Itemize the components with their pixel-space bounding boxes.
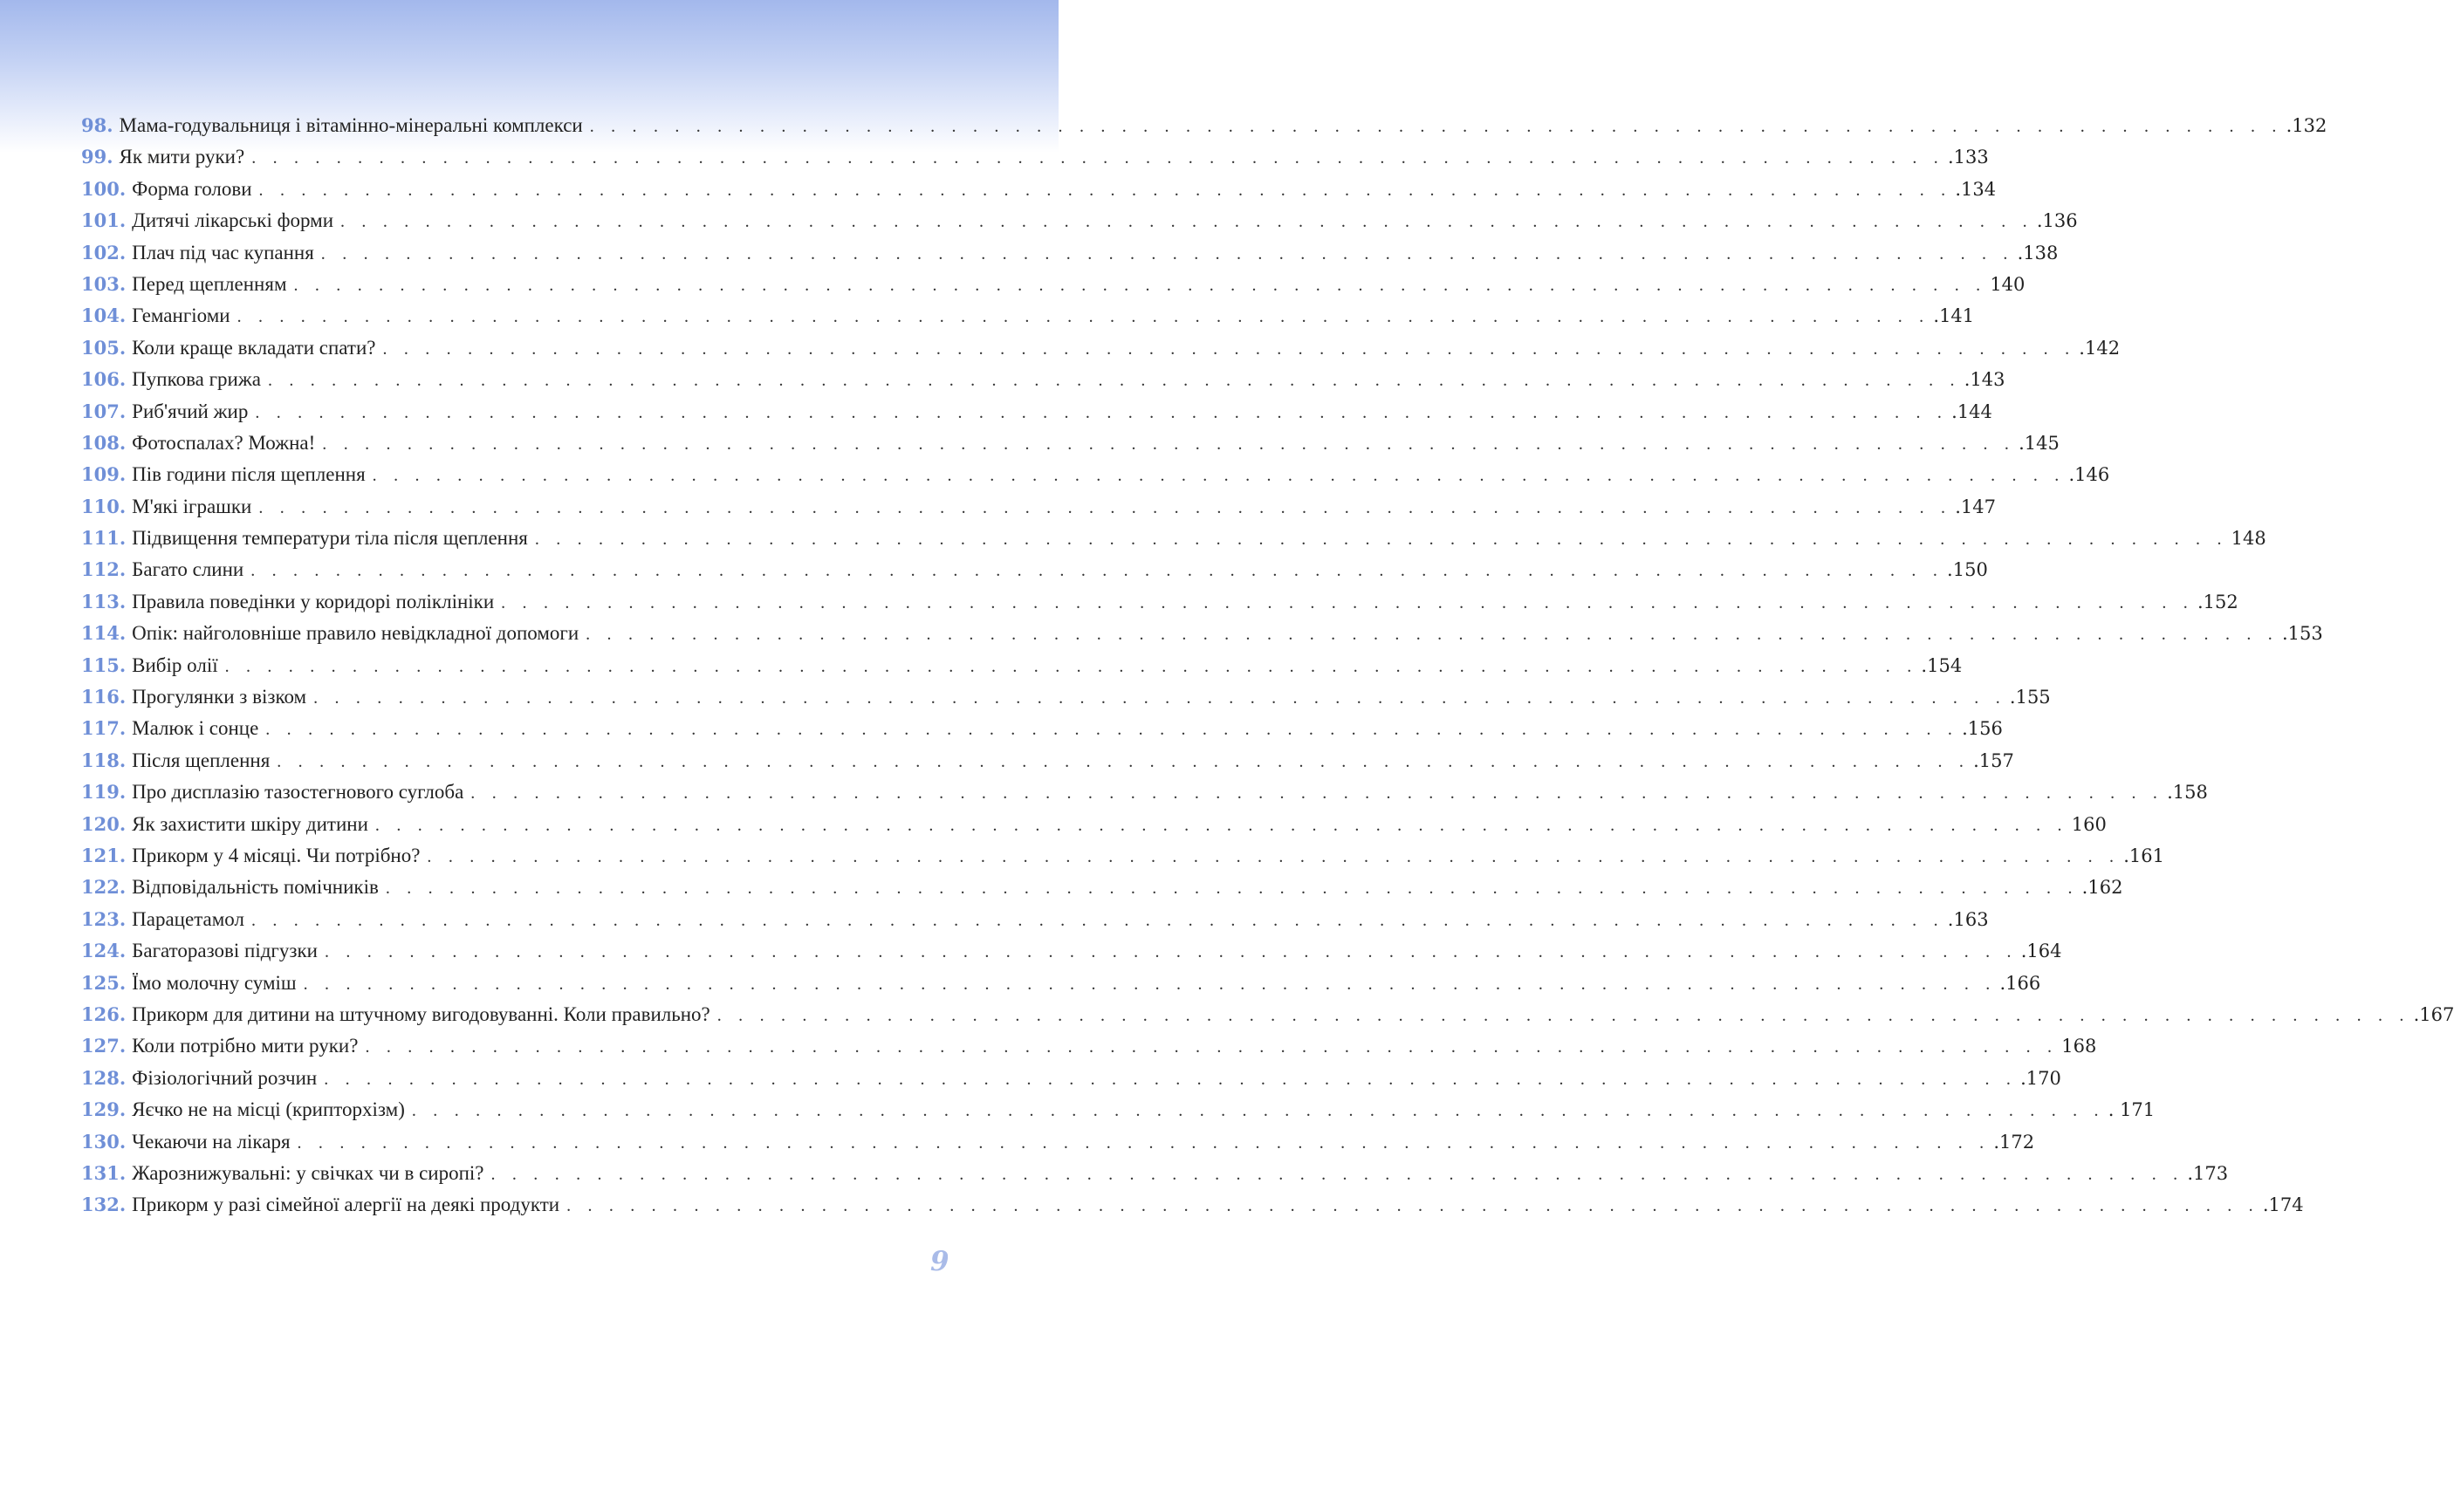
toc-entry-page: .144 <box>1951 400 1992 422</box>
toc-entry-page: .155 <box>2009 687 2051 708</box>
toc-entry-page: .136 <box>2036 210 2078 232</box>
dot-leader: . . . . . . . . . . . . . . . . . . . . . . . . . . . . . . . . . . . . . . . . . . . . . . . . . . . . . . . . . . . . . . . . . . . . . . . . . . . . . . . . <box>324 942 2018 962</box>
page-number: 9 <box>930 1246 949 1277</box>
toc-entry-title: Про дисплазію тазостегнового суглоба <box>132 781 464 804</box>
toc-entry-number: 108. <box>81 431 127 454</box>
toc-entry[interactable] <box>81 650 1963 681</box>
toc-entry[interactable] <box>81 491 1996 523</box>
toc-entry-title: Риб'ячий жир <box>132 400 249 422</box>
dot-leader: . . . . . . . . . . . . . . . . . . . . . . . . . . . . . . . . . . . . . . . . . . . . . . . . . . . . . . . . . . . . . . . . . . . . . . . . . . . . . . . . <box>303 974 1997 994</box>
toc-entry[interactable] <box>81 713 2003 744</box>
toc-entry-number: 107. <box>81 400 127 422</box>
toc-entry-page: .170 <box>2020 1067 2061 1089</box>
toc-entry-page: .138 <box>2017 242 2059 263</box>
toc-entry-page: .157 <box>1973 749 2014 771</box>
toc-entry-page: .142 <box>2079 337 2121 359</box>
dot-leader: . . . . . . . . . . . . . . . . . . . . . . . . . . . . . . . . . . . . . . . . . . . . . . . . . . . . . . . . . . . . . . . . . . . . . . . . . . . . . . . . <box>250 561 1944 581</box>
toc-entry-number: 103. <box>81 272 127 295</box>
toc-entry[interactable] <box>81 141 1989 173</box>
dot-leader: . . . . . . . . . . . . . . . . . . . . . . . . . . . . . . . . . . . . . . . . . . . . . . . . . . . . . . . . . . . . . . . . . . . . . . . . . . . . . . . . <box>324 1069 2018 1089</box>
toc-entry[interactable] <box>81 1158 2229 1189</box>
toc-entry[interactable] <box>81 1063 2061 1094</box>
toc-entry[interactable] <box>81 110 2327 141</box>
toc-entry[interactable] <box>81 269 2026 300</box>
toc-entry-title: Підвищення температури тіла після щеплення <box>132 527 528 550</box>
toc-entry-title: Прогулянки з візком <box>132 686 307 708</box>
toc-entry-page: 140 <box>1990 273 2026 295</box>
toc-entry[interactable] <box>81 428 2060 459</box>
toc-entry-title: Малюк і сонце <box>132 717 259 740</box>
dot-leader: . . . . . . . . . . . . . . . . . . . . . . . . . . . . . . . . . . . . . . . . . . . . . . . . . . . . . . . . . . . . . . . . . . . . . . . . . . . . . . . . <box>297 1132 1991 1153</box>
toc-entry-number: 127. <box>81 1035 127 1057</box>
toc-entry-title: Плач під час купання <box>132 241 314 263</box>
toc-entry-number: 131. <box>81 1161 127 1184</box>
toc-entry-number: 120. <box>81 812 127 835</box>
dot-leader: . . . . . . . . . . . . . . . . . . . . . . . . . . . . . . . . . . . . . . . . . . . . . . . . . . . . . . . . . . . . . . . . . . . . . . . . . . . . . . . . <box>320 243 2014 263</box>
dot-leader: . . . . . . . . . . . . . . . . . . . . . . . . . . . . . . . . . . . . . . . . . . . . . . . . . . . . . . . . . . . . . . . . . . . . . . . . . . . . . . . . <box>251 148 1944 168</box>
toc-entry-title: Прикорм у разі сімейної алергії на деякі продукти <box>132 1194 560 1216</box>
dot-leader: . . . . . . . . . . . . . . . . . . . . . . . . . . . . . . . . . . . . . . . . . . . . . . . . . . . . . . . . . . . . . . . . . . . . . . . . . . . . . . . . <box>293 275 1987 295</box>
toc-entry-title: Форма голови <box>132 177 252 200</box>
toc-entry[interactable] <box>81 205 2078 236</box>
toc-entry-page: .145 <box>2019 432 2060 454</box>
toc-entry-number: 125. <box>81 971 127 994</box>
toc-entry-title: Гемангіоми <box>132 304 230 327</box>
toc-entry-title: Фотоспалах? Можна! <box>132 431 316 454</box>
dot-leader: . . . . . . . . . . . . . . . . . . . . . . . . . . . . . . . . . . . . . . . . . . . . . . . . . . . . . . . . . . . . . . . . . . . . . . . . . . . . . . . . <box>427 846 2121 866</box>
toc-entry-title: Мама-годувальниця і вітамінно-мінеральні комплекси <box>119 114 583 136</box>
toc-entry[interactable] <box>81 1189 2304 1221</box>
toc-entry-title: Чекаючи на лікаря <box>132 1130 291 1153</box>
dot-leader: . . . . . . . . . . . . . . . . . . . . . . . . . . . . . . . . . . . . . . . . . . . . . . . . . . . . . . . . . . . . . . . . . . . . . . . . . . . . . . . . <box>265 720 1959 740</box>
toc-entry-number: 128. <box>81 1066 127 1089</box>
toc-entry[interactable] <box>81 777 2208 808</box>
toc-entry-number: 101. <box>81 209 127 232</box>
dot-leader: . . . . . . . . . . . . . . . . . . . . . . . . . . . . . . . . . . . . . . . . . . . . . . . . . . . . . . . . . . . . . . . . . . . . . . . . . . . . . . . . <box>566 1196 2259 1216</box>
dot-leader: . . . . . . . . . . . . . . . . . . . . . . . . . . . . . . . . . . . . . . . . . . . . . . . . . . . . . . . . . . . . . . . . . . . . . . . . . . . . . . . . <box>267 371 1961 391</box>
toc-entry-title: Їмо молочну суміш <box>132 971 297 994</box>
dot-leader: . . . . . . . . . . . . . . . . . . . . . . . . . . . . . . . . . . . . . . . . . . . . . . . . . . . . . . . . . . . . . . . . . . . . . . . . . . . . . . . . <box>322 434 2016 454</box>
toc-entry-page: .153 <box>2281 623 2323 645</box>
dot-leader: . . . . . . . . . . . . . . . . . . . . . . . . . . . . . . . . . . . . . . . . . . . . . . . . . . . . . . . . . . . . . . . . . . . . . . . . . . . . . . . . <box>340 212 2033 232</box>
toc-entry-number: 122. <box>81 876 127 899</box>
toc-entry-page: .164 <box>2020 941 2062 962</box>
toc-entry-number: 111. <box>81 527 127 550</box>
toc-entry-title: Яєчко не на місці (крипторхізм) <box>132 1098 405 1121</box>
toc-entry-page: .156 <box>1962 718 2003 740</box>
toc-entry-title: Як захистити шкіру дитини <box>132 812 368 835</box>
toc-entry-title: Парацетамол <box>132 907 244 930</box>
toc-entry-title: Коли краще вкладати спати? <box>132 336 376 359</box>
toc-entry-title: Дитячі лікарські форми <box>132 209 334 232</box>
toc-entry[interactable] <box>81 396 1992 428</box>
toc-entry-number: 105. <box>81 336 127 359</box>
toc-entry-page: 160 <box>2071 813 2107 835</box>
toc-entry[interactable] <box>81 872 2123 903</box>
toc-entry-number: 116. <box>81 686 127 708</box>
toc-entry-title: Як мити руки? <box>119 146 245 168</box>
toc-entry[interactable] <box>81 1094 2156 1125</box>
dot-leader: . . . . . . . . . . . . . . . . . . . . . . . . . . . . . . . . . . . . . . . . . . . . . . . . . . . . . . . . . . . . . . . . . . . . . . . . . . . . . . . . <box>236 307 1930 327</box>
dot-leader: . . . . . . . . . . . . . . . . . . . . . . . . . . . . . . . . . . . . . . . . . . . . . . . . . . . . . . . . . . . . . . . . . . . . . . . . . . . . . . . . <box>411 1101 2105 1121</box>
toc-entry-page: .173 <box>2187 1162 2229 1184</box>
toc-entry-page: .134 <box>1955 178 1997 200</box>
toc-entry-number: 118. <box>81 749 127 771</box>
toc-entry-title: Вибір олії <box>132 653 218 676</box>
toc-entry-page: .158 <box>2167 782 2208 804</box>
toc-entry-number: 129. <box>81 1098 127 1121</box>
toc-entry[interactable] <box>81 523 2266 554</box>
toc-entry-number: 117. <box>81 717 127 740</box>
toc-entry-page: .174 <box>2262 1194 2304 1216</box>
dot-leader: . . . . . . . . . . . . . . . . . . . . . . . . . . . . . . . . . . . . . . . . . . . . . . . . . . . . . . . . . . . . . . . . . . . . . . . . . . . . . . . . <box>586 625 2279 645</box>
toc-entry[interactable] <box>81 968 2041 999</box>
toc-entry-title: Багаторазові підгузки <box>132 940 318 962</box>
toc-entry-number: 132. <box>81 1194 127 1216</box>
toc-entry-number: 109. <box>81 463 127 486</box>
toc-entry-page: 148 <box>2231 528 2266 550</box>
toc-entry-number: 126. <box>81 1002 127 1025</box>
toc-entry-page: .147 <box>1955 496 1996 517</box>
toc-entry-page: 168 <box>2061 1036 2097 1057</box>
dot-leader: . . . . . . . . . . . . . . . . . . . . . . . . . . . . . . . . . . . . . . . . . . . . . . . . . . . . . . . . . . . . . . . . . . . . . . . . . . . . . . . . <box>224 656 1918 676</box>
dot-leader: . . . . . . . . . . . . . . . . . . . . . . . . . . . . . . . . . . . . . . . . . . . . . . . . . . . . . . . . . . . . . . . . . . . . . . . . . . . . . . . . <box>258 497 1952 517</box>
dot-leader: . . . . . . . . . . . . . . . . . . . . . . . . . . . . . . . . . . . . . . . . . . . . . . . . . . . . . . . . . . . . . . . . . . . . . . . . . . . . . . . . <box>501 592 2194 612</box>
dot-leader: . . . . . . . . . . . . . . . . . . . . . . . . . . . . . . . . . . . . . . . . . . . . . . . . . . . . . . . . . . . . . . . . . . . . . . . . . . . . . . . . <box>255 402 1949 422</box>
toc-entry-page: .154 <box>1921 654 1963 676</box>
toc-entry-page: . 171 <box>2108 1099 2156 1121</box>
toc-entry[interactable] <box>81 237 2059 269</box>
toc-entry-number: 104. <box>81 304 127 327</box>
toc-entry-page: .150 <box>1947 559 1988 581</box>
dot-leader: . . . . . . . . . . . . . . . . . . . . . . . . . . . . . . . . . . . . . . . . . . . . . . . . . . . . . . . . . . . . . . . . . . . . . . . . . . . . . . . . <box>382 339 2076 359</box>
toc-entry-page: .146 <box>2068 464 2110 486</box>
toc-entry[interactable] <box>81 1030 2097 1062</box>
toc-entry-title: Перед щепленням <box>132 272 287 295</box>
toc-entry-title: Фізіологічний розчин <box>132 1066 318 1089</box>
dot-leader: . . . . . . . . . . . . . . . . . . . . . . . . . . . . . . . . . . . . . . . . . . . . . . . . . . . . . . . . . . . . . . . . . . . . . . . . . . . . . . . . <box>716 1005 2410 1025</box>
toc-entry[interactable] <box>81 745 2014 777</box>
toc-entry-title: Прикорм для дитини на штучному вигодовуванні. Коли правильно? <box>132 1002 710 1025</box>
toc-entry-title: Пів години після щеплення <box>132 463 366 486</box>
toc-entry-page: .167 <box>2413 1003 2454 1025</box>
toc-entry-page: .132 <box>2286 115 2327 136</box>
toc-entry-title: Пупкова грижа <box>132 368 261 391</box>
dot-leader: . . . . . . . . . . . . . . . . . . . . . . . . . . . . . . . . . . . . . . . . . . . . . . . . . . . . . . . . . . . . . . . . . . . . . . . . . . . . . . . . <box>277 751 1971 771</box>
toc-entry-page: .163 <box>1947 908 1989 930</box>
toc-entry[interactable] <box>81 174 1997 205</box>
toc-entry[interactable] <box>81 935 2062 967</box>
toc-entry-title: Опік: найголовніше правило невідкладної допомоги <box>132 622 579 645</box>
dot-leader: . . . . . . . . . . . . . . . . . . . . . . . . . . . . . . . . . . . . . . . . . . . . . . . . . . . . . . . . . . . . . . . . . . . . . . . . . . . . . . . . <box>589 117 2283 136</box>
toc-entry-title: Коли потрібно мити руки? <box>132 1035 359 1057</box>
toc-entry-number: 102. <box>81 241 127 263</box>
toc-entry-title: Правила поведінки у коридорі поліклініки <box>132 590 495 612</box>
toc-entry-title: Після щеплення <box>132 749 271 771</box>
toc-entry[interactable] <box>81 1126 2035 1158</box>
toc-entry-number: 113. <box>81 590 127 612</box>
toc-entry-page: .152 <box>2197 591 2238 612</box>
toc-entry-page: .162 <box>2081 877 2123 899</box>
toc-entry-number: 112. <box>81 558 127 581</box>
dot-leader: . . . . . . . . . . . . . . . . . . . . . . . . . . . . . . . . . . . . . . . . . . . . . . . . . . . . . . . . . . . . . . . . . . . . . . . . . . . . . . . . <box>250 910 1944 930</box>
toc-entry[interactable] <box>81 364 2005 395</box>
dot-leader: . . . . . . . . . . . . . . . . . . . . . . . . . . . . . . . . . . . . . . . . . . . . . . . . . . . . . . . . . . . . . . . . . . . . . . . . . . . . . . . . <box>313 688 2006 708</box>
toc-entry-number: 100. <box>81 177 127 200</box>
toc-entry-number: 130. <box>81 1130 127 1153</box>
table-of-contents <box>81 110 2454 1221</box>
dot-leader: . . . . . . . . . . . . . . . . . . . . . . . . . . . . . . . . . . . . . . . . . . . . . . . . . . . . . . . . . . . . . . . . . . . . . . . . . . . . . . . . <box>365 1037 2059 1057</box>
toc-entry-number: 115. <box>81 653 127 676</box>
toc-entry-title: М'які іграшки <box>132 495 252 517</box>
toc-entry[interactable] <box>81 840 2164 872</box>
toc-entry[interactable] <box>81 618 2323 649</box>
toc-entry[interactable] <box>81 904 1989 935</box>
toc-entry-number: 98. <box>81 114 113 136</box>
toc-entry[interactable] <box>81 459 2110 490</box>
toc-entry[interactable] <box>81 332 2121 364</box>
toc-entry[interactable] <box>81 554 1988 585</box>
dot-leader: . . . . . . . . . . . . . . . . . . . . . . . . . . . . . . . . . . . . . . . . . . . . . . . . . . . . . . . . . . . . . . . . . . . . . . . . . . . . . . . . <box>490 1164 2184 1184</box>
toc-entry-number: 110. <box>81 495 127 517</box>
toc-entry-page: .143 <box>1964 369 2005 391</box>
toc-entry-number: 119. <box>81 781 127 804</box>
toc-entry[interactable] <box>81 300 1975 332</box>
toc-entry-number: 124. <box>81 940 127 962</box>
toc-entry-title: Жарознижувальні: у свічках чи в сиропі? <box>132 1161 484 1184</box>
toc-entry-number: 106. <box>81 368 127 391</box>
toc-entry-page: .141 <box>1933 305 1975 327</box>
toc-entry-title: Прикорм у 4 місяці. Чи потрібно? <box>132 844 421 866</box>
toc-entry-number: 114. <box>81 622 127 645</box>
dot-leader: . . . . . . . . . . . . . . . . . . . . . . . . . . . . . . . . . . . . . . . . . . . . . . . . . . . . . . . . . . . . . . . . . . . . . . . . . . . . . . . . <box>470 783 2164 804</box>
toc-entry-page: .172 <box>1993 1131 2035 1153</box>
dot-leader: . . . . . . . . . . . . . . . . . . . . . . . . . . . . . . . . . . . . . . . . . . . . . . . . . . . . . . . . . . . . . . . . . . . . . . . . . . . . . . . . <box>372 466 2066 486</box>
dot-leader: . . . . . . . . . . . . . . . . . . . . . . . . . . . . . . . . . . . . . . . . . . . . . . . . . . . . . . . . . . . . . . . . . . . . . . . . . . . . . . . . <box>374 815 2068 835</box>
toc-entry[interactable] <box>81 999 2454 1030</box>
toc-entry[interactable] <box>81 586 2238 618</box>
dot-leader: . . . . . . . . . . . . . . . . . . . . . . . . . . . . . . . . . . . . . . . . . . . . . . . . . . . . . . . . . . . . . . . . . . . . . . . . . . . . . . . . <box>385 879 2079 899</box>
toc-entry-number: 123. <box>81 907 127 930</box>
toc-entry-number: 99. <box>81 146 113 168</box>
toc-entry-page: .166 <box>1999 972 2041 994</box>
toc-entry-page: .161 <box>2123 845 2164 866</box>
dot-leader: . . . . . . . . . . . . . . . . . . . . . . . . . . . . . . . . . . . . . . . . . . . . . . . . . . . . . . . . . . . . . . . . . . . . . . . . . . . . . . . . <box>258 180 1952 200</box>
dot-leader: . . . . . . . . . . . . . . . . . . . . . . . . . . . . . . . . . . . . . . . . . . . . . . . . . . . . . . . . . . . . . . . . . . . . . . . . . . . . . . . . <box>534 530 2228 550</box>
toc-entry-number: 121. <box>81 844 127 866</box>
toc-entry[interactable] <box>81 681 2051 713</box>
toc-entry-title: Відповідальність помічників <box>132 876 379 899</box>
toc-entry-page: .133 <box>1948 147 1989 168</box>
toc-entry[interactable] <box>81 809 2107 840</box>
toc-entry-title: Багато слини <box>132 558 244 581</box>
